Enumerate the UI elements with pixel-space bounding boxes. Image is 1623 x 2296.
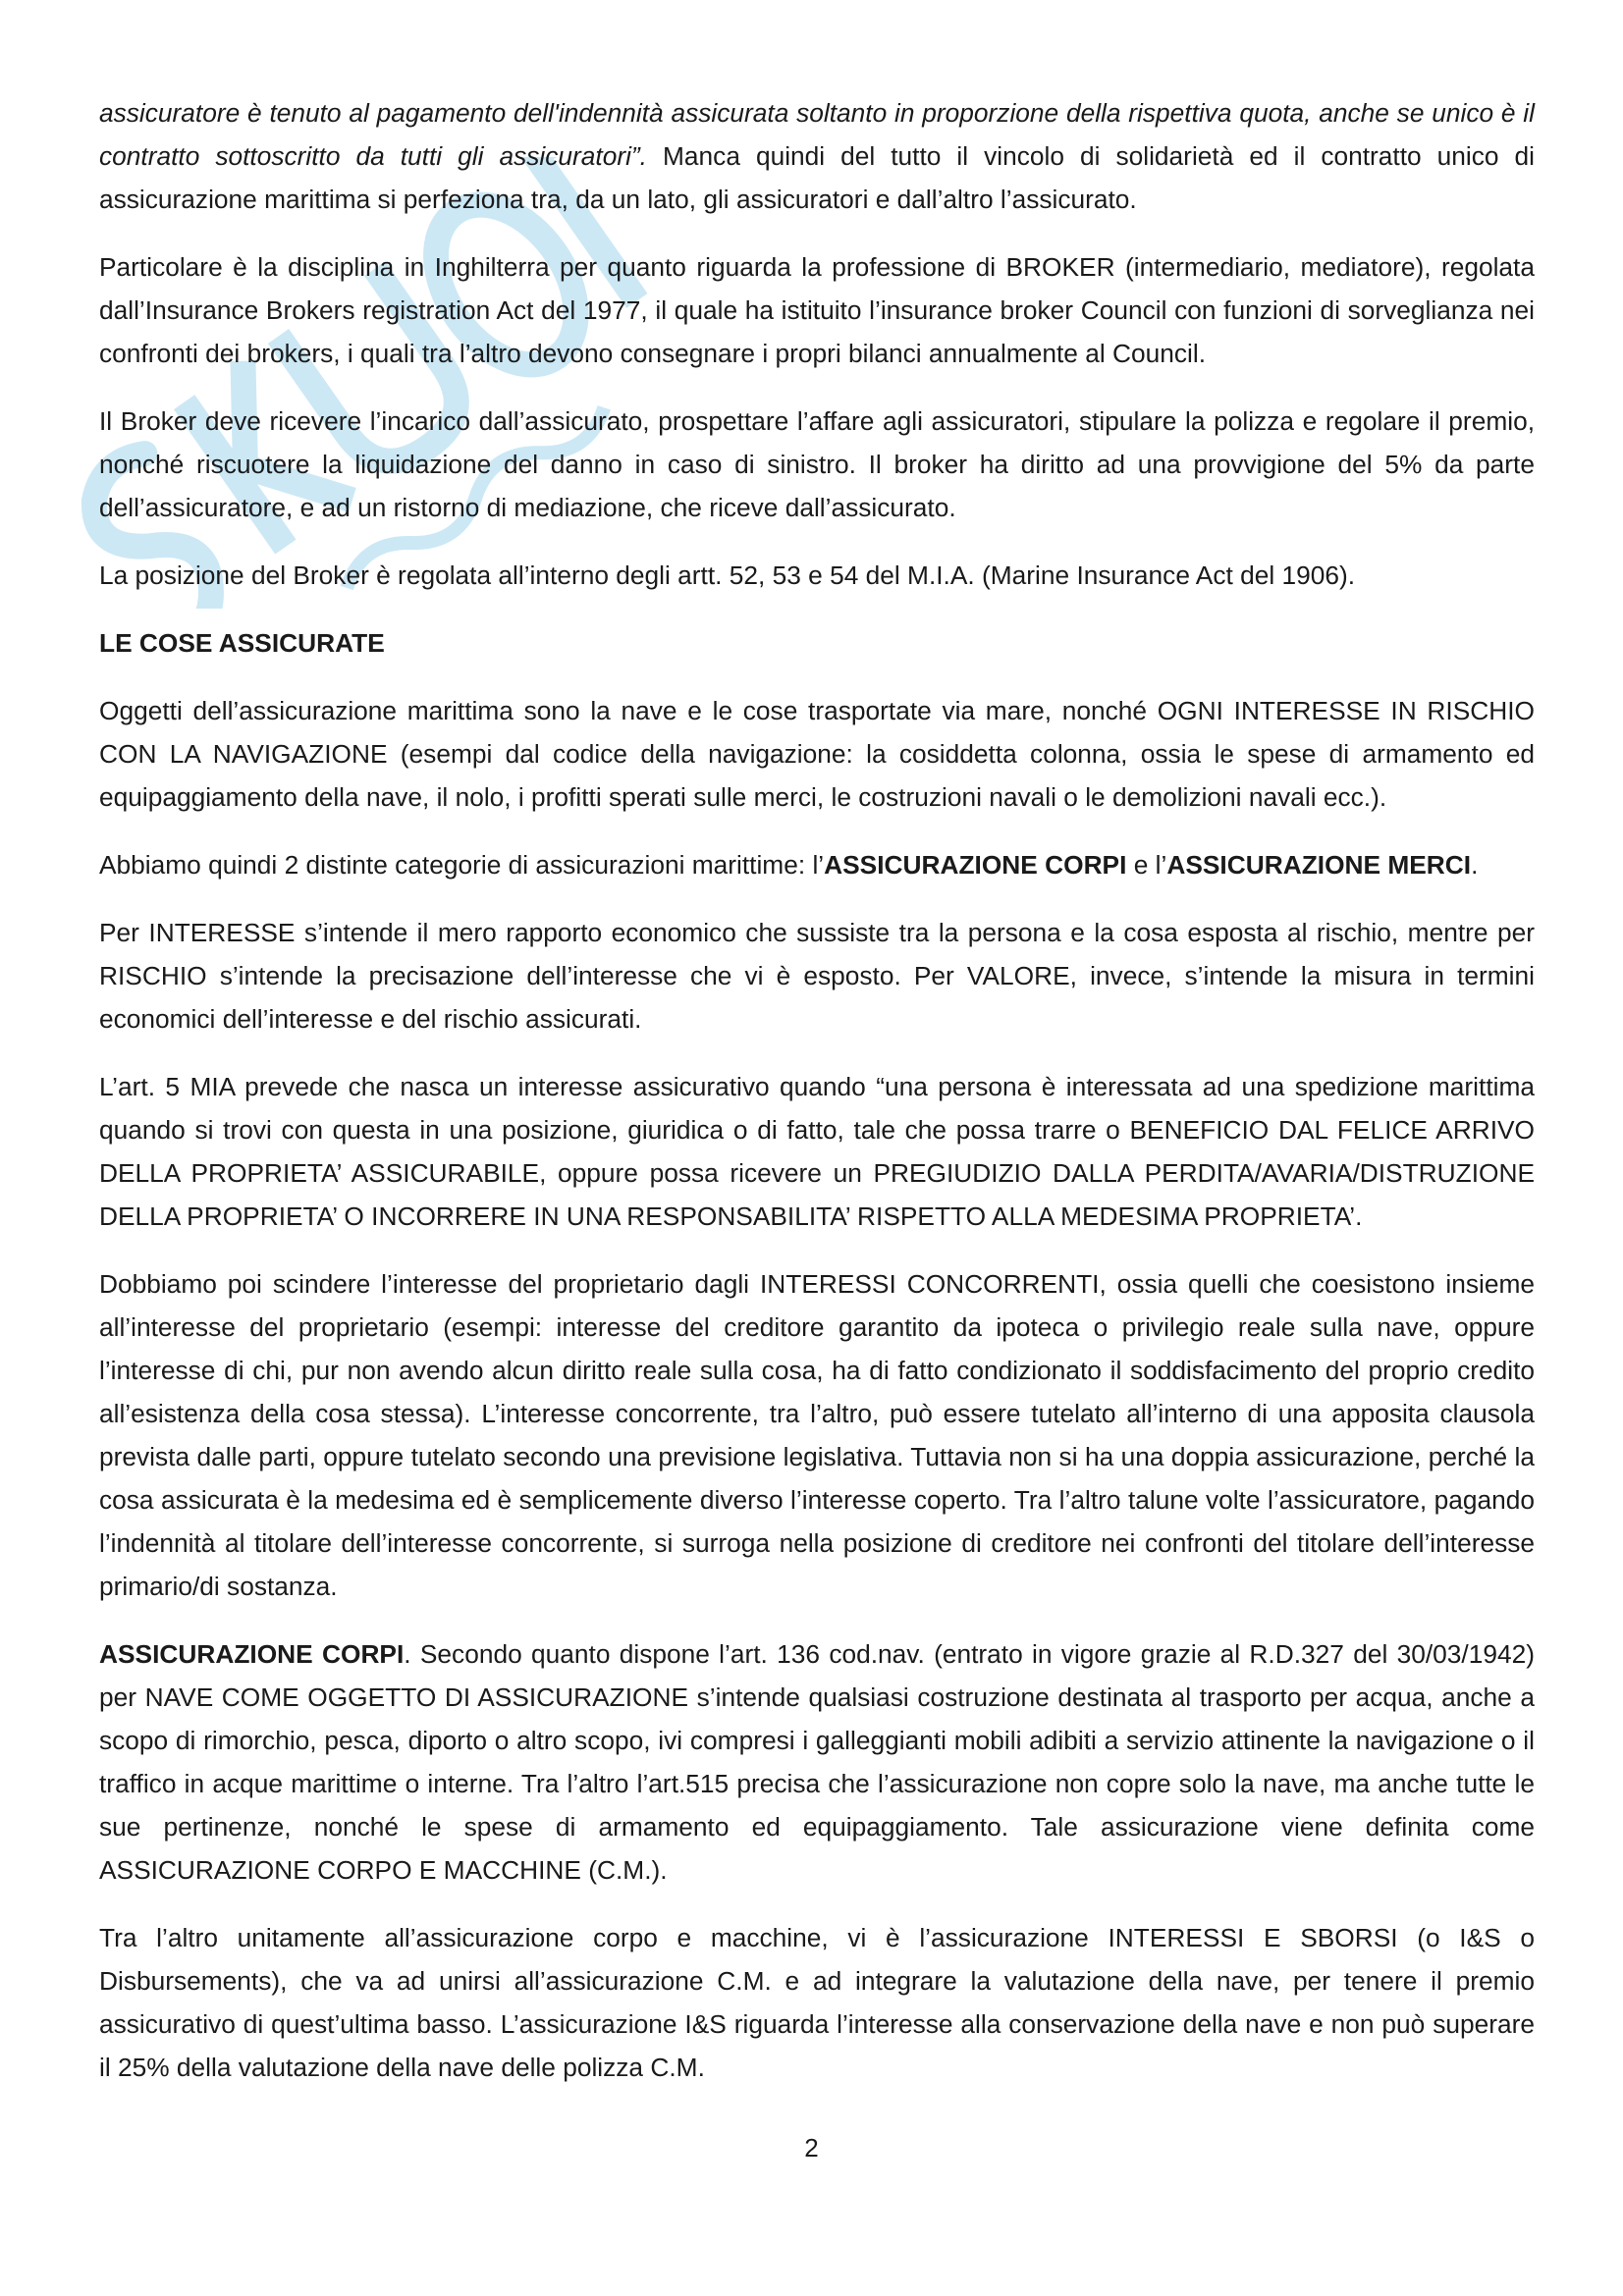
paragraph-interests-disbursements: Tra l’altro unitamente all’assicurazione corpo e macchine, vi è l’assicurazione INTERESSI E SBORSI (o I&S o Disbursements), che va ad unirsi all’assicurazione C.M. e ad integrare la valutazione della nave, per tenere il premio assicurativo di quest’ultima basso. L’assicurazione I&S riguarda l’interesse alla conservazione della nave e non può superare il 25% della valutazione della nave delle polizza C.M. bbox=[99, 1923, 1535, 2082]
paragraph-insured-objects: Oggetti dell’assicurazione marittima sono la nave e le cose trasportate via mare, nonché OGNI INTERESSE IN RISCHIO CON LA NAVIGAZIONE (esempi dal codice della navigazione: la cosiddetta colonna, ossia le spese di armamento ed equipaggiamento della nave, il nolo, i profitti sperati sulle merci, le costruzioni navali o le demolizioni navali ecc.). bbox=[99, 696, 1535, 812]
paragraph-art5-mia: L’art. 5 MIA prevede che nasca un interesse assicurativo quando “una persona è interessata ad una spedizione marittima quando si trovi con questa in una posizione, giuridica o di fatto, tale che possa trarre o BENEFICIO DAL FELICE ARRIVO DELLA PROPRIETA’ ASSICURABILE, oppure possa ricevere un PREGIUDIZIO DALLA PERDITA/AVARIA/DISTRUZIONE DELLA PROPRIETA’ O INCORRERE IN UNA RESPONSABILITA’ RISPETTO ALLA MEDESIMA PROPRIETA’. bbox=[99, 1072, 1535, 1231]
paragraph-text: e l’ bbox=[1126, 850, 1167, 880]
paragraph-text: . Secondo quanto dispone l’art. 136 cod.nav. (entrato in vigore grazie al R.D.327 del 30/03/1942) per NAVE COME OGGETTO DI ASSICURAZIONE s’intende qualsiasi costruzione destinata al trasporto per acqua, anche a scopo di rimorchio, pesca, diporto o altro scopo, ivi compresi i galleggianti mobili adibiti a servizio attinente la navigazione o il traffico in acque marittime o interne. Tra l’altro l’art.515 precisa che l’assicurazione non copre solo la nave, ma anche tutte le sue pertinenze, nonché le spese di armamento ed equipaggiamento. Tale assicurazione viene definita come ASSICURAZIONE CORPO E MACCHINE (C.M.). bbox=[99, 1639, 1535, 1885]
paragraph-hull-insurance bbox=[99, 1632, 1535, 1892]
paragraph-categories bbox=[99, 843, 1535, 886]
bold-term-merci: ASSICURAZIONE MERCI bbox=[1166, 850, 1472, 880]
paragraph-text: . bbox=[1471, 850, 1479, 880]
paragraph-broker-duties: Il Broker deve ricevere l’incarico dall’assicurato, prospettare l’affare agli assicuratori, stipulare la polizza e regolare il premio, nonché riscuotere la liquidazione del danno in caso di sinistro. Il broker ha diritto ad una provvigione del 5% da parte dell’assicuratore, e ad un ristorno di mediazione, che riceve dall’assicurato. bbox=[99, 406, 1535, 522]
paragraph-broker-england: Particolare è la disciplina in Inghilterra per quanto riguarda la professione di BROKER (intermediario, mediatore), regolata dall’Insurance Brokers registration Act del 1977, il quale ha istituito l’insurance broker Council con funzioni di sorveglianza nei confronti dei brokers, i quali tra l’altro devono consegnare i propri bilanci annualmente al Council. bbox=[99, 252, 1535, 368]
bold-term-corpi: ASSICURAZIONE CORPI bbox=[824, 850, 1127, 880]
paragraph-quote-continuation bbox=[99, 91, 1535, 221]
bold-term-corpi: ASSICURAZIONE CORPI bbox=[99, 1639, 405, 1669]
quote-italic-text: assicuratore è tenuto al pagamento dell'indennità assicurata soltanto in proporzione della rispettiva quota, anche se unico è il contratto sottoscritto da tutti gli assicuratori”. bbox=[99, 98, 1535, 171]
section-heading: LE COSE ASSICURATE bbox=[99, 628, 385, 658]
paragraph-definitions: Per INTERESSE s’intende il mero rapporto economico che sussiste tra la persona e la cosa esposta al rischio, mentre per RISCHIO s’intende la precisazione dell’interesse che vi è esposto. Per VALORE, invece, s’intende la misura in termini economici dell’interesse e del rischio assicurati. bbox=[99, 918, 1535, 1034]
paragraph-text: Abbiamo quindi 2 distinte categorie di assicurazioni marittime: l’ bbox=[99, 850, 825, 880]
paragraph-broker-position: La posizione del Broker è regolata all’interno degli artt. 52, 53 e 54 del M.I.A. (Marine Insurance Act del 1906). bbox=[99, 561, 1356, 590]
document-body bbox=[99, 91, 1535, 2113]
paragraph-concurrent-interests: Dobbiamo poi scindere l’interesse del proprietario dagli INTERESSI CONCORRENTI, ossia quelli che coesistono insieme all’interesse del proprietario (esempi: interesse del creditore garantito da ipoteca o privilegio reale sulla nave, oppure l’interesse di chi, pur non avendo alcun diritto reale sulla cosa, ha di fatto condizionato il soddisfacimento del proprio credito all’esistenza della cosa stessa). L’interesse concorrente, tra l’altro, può essere tutelato all’interno di una apposita clausola prevista dalle parti, oppure tutelato secondo una previsione legislativa. Tuttavia non si ha una doppia assicurazione, perché la cosa assicurata è la medesima ed è semplicemente diverso l’interesse coperto. Tra l’altro talune volte l’assicuratore, pagando l’indennità al titolare dell’interesse concorrente, si surroga nella posizione di creditore nei confronti del titolare dell’interesse primario/di sostanza. bbox=[99, 1269, 1535, 1601]
page-number: 2 bbox=[804, 2133, 819, 2163]
paragraph-text: Manca quindi del tutto il vincolo di solidarietà ed il contratto unico di assicurazione marittima si perfeziona tra, da un lato, gli assicuratori e dall’altro l’assicurato. bbox=[99, 141, 1535, 214]
